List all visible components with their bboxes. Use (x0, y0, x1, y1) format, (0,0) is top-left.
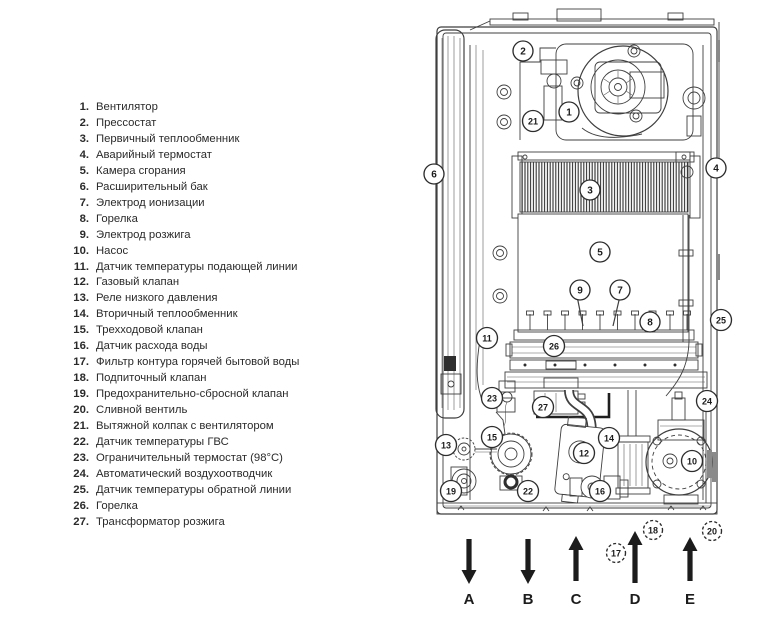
callout-number: 23 (486, 393, 498, 404)
legend-item-number: 15. (73, 324, 89, 337)
legend-item-number: 23. (73, 451, 89, 464)
legend-item-number: 10. (73, 244, 89, 257)
legend-item-label: Горелка (96, 499, 138, 512)
legend-item (64, 419, 299, 435)
legend-item-number: 13. (73, 292, 89, 305)
parts-legend (64, 100, 299, 531)
legend-item-number: 7. (79, 196, 89, 209)
legend-item-number: 19. (73, 388, 89, 401)
legend-item (64, 339, 299, 355)
flow-arrow-up-icon (628, 531, 643, 583)
flow-arrow-down-icon (462, 539, 477, 584)
legend-item-number: 5. (79, 164, 89, 177)
boiler-diagram (420, 8, 740, 616)
flow-arrow-down-icon (521, 539, 536, 584)
flow-letter: A (463, 591, 475, 608)
callout-number: 22 (522, 486, 534, 497)
combustion-chamber-drawing (518, 214, 693, 342)
legend-item (64, 164, 299, 180)
legend-item-number: 26. (73, 499, 89, 512)
legend-item (64, 499, 299, 515)
legend-item-number: 17. (73, 356, 89, 369)
callout-number: 14 (603, 433, 615, 444)
callout-number: 9 (577, 285, 583, 297)
legend-item (64, 228, 299, 244)
legend-item (64, 483, 299, 499)
callout-number: 7 (617, 285, 623, 297)
flow-letter: E (684, 591, 696, 608)
legend-item-number: 12. (73, 276, 89, 289)
fan-drawing (520, 44, 705, 140)
callout-number: 11 (482, 333, 492, 344)
legend-item (64, 275, 299, 291)
callout-number: 4 (713, 163, 719, 175)
legend-item-label: Трехходовой клапан (96, 324, 203, 337)
legend-item-label: Расширительный бак (96, 180, 208, 193)
legend-item-label: Газовый клапан (96, 276, 180, 289)
callout-number: 5 (597, 247, 603, 259)
callout-number: 16 (594, 486, 606, 497)
callout-number: 21 (527, 116, 539, 127)
callout-number: 12 (578, 448, 590, 459)
callout-number: 3 (587, 185, 593, 197)
legend-item-label: Датчик температуры обратной линии (96, 483, 292, 496)
callout-number: 10 (686, 456, 698, 467)
legend-item (64, 387, 299, 403)
legend-item (64, 132, 299, 148)
flow-letter: B (522, 591, 534, 608)
legend-item (64, 291, 299, 307)
callout-number: 24 (701, 396, 713, 407)
legend-item-label: Аварийный термостат (96, 148, 212, 161)
callout-number: 17 (610, 548, 622, 559)
callout-number: 15 (486, 432, 498, 443)
primary-heat-exchanger-drawing (512, 152, 700, 218)
base-plate-drawing (437, 503, 717, 514)
legend-item-label: Подпиточный клапан (96, 372, 207, 385)
legend-item (64, 355, 299, 371)
callout-number: 20 (706, 526, 718, 537)
legend-item-label: Вентилятор (96, 101, 158, 113)
flow-letter: D (629, 591, 641, 608)
legend-item-number: 4. (79, 148, 89, 161)
legend-item-label: Автоматический воздухоотводчик (96, 467, 273, 480)
legend-item-label: Вытяжной колпак с вентилятором (96, 420, 274, 433)
legend-item-number: 8. (79, 212, 89, 225)
legend-item-number: 1. (79, 101, 89, 113)
legend-item-number: 24. (73, 467, 89, 480)
legend-item-number: 14. (73, 308, 89, 321)
legend-item-number: 9. (79, 228, 89, 241)
legend-item (64, 371, 299, 387)
legend-item (64, 435, 299, 451)
flow-arrow-up-icon (569, 536, 584, 581)
legend-item-number: 22. (73, 436, 89, 449)
legend-item-number: 16. (73, 340, 89, 353)
callout-number: 26 (548, 341, 560, 352)
legend-item (64, 244, 299, 260)
legend-item (64, 307, 299, 323)
legend-item-label: Датчик температуры ГВС (96, 436, 229, 449)
legend-item-label: Сливной вентиль (96, 404, 188, 417)
legend-item (64, 515, 299, 531)
flow-arrow-group (462, 531, 698, 608)
callout-number: 27 (537, 402, 549, 413)
callout-number: 8 (647, 317, 653, 329)
legend-item (64, 212, 299, 228)
callout-number: 18 (647, 525, 659, 536)
legend-item-label: Датчик расхода воды (96, 340, 208, 353)
legend-item-number: 25. (73, 483, 89, 496)
legend-item-number: 11. (73, 260, 89, 273)
legend-item-label: Фильтр контура горячей бытовой воды (96, 356, 300, 369)
callout-number: 25 (715, 315, 727, 326)
legend-item (64, 323, 299, 339)
legend-item-label: Трансформатор розжига (96, 515, 225, 528)
legend-item-label: Электрод розжига (96, 228, 191, 241)
legend-item-number: 6. (79, 180, 89, 193)
flow-arrow-up-icon (683, 537, 698, 581)
callout-number: 13 (440, 440, 452, 451)
legend-item (64, 100, 299, 116)
legend-item-number: 27. (73, 515, 89, 528)
legend-item (64, 196, 299, 212)
callout-number: 6 (431, 169, 437, 181)
legend-item-number: 3. (79, 132, 89, 145)
legend-item (64, 467, 299, 483)
legend-item-label: Вторичный теплообменник (96, 308, 238, 321)
expansion-tank-drawing (436, 30, 464, 418)
callout-number: 1 (566, 107, 572, 119)
legend-item-label: Горелка (96, 212, 138, 225)
legend-item-label: Первичный теплообменник (96, 132, 240, 145)
legend-item-label: Ограничительный термостат (98°C) (96, 451, 283, 464)
legend-item-label: Предохранительно-сбросной клапан (96, 388, 289, 401)
legend-item (64, 148, 299, 164)
legend-item-number: 20. (73, 404, 89, 417)
legend-item-label: Прессостат (96, 116, 157, 129)
legend-item-number: 18. (73, 372, 89, 385)
legend-item (64, 260, 299, 276)
flow-letter: C (570, 591, 582, 608)
legend-item-label: Датчик температуры подающей линии (96, 260, 298, 273)
legend-item-label: Электрод ионизации (96, 196, 205, 209)
legend-item-label: Насос (96, 244, 129, 257)
legend-item (64, 403, 299, 419)
legend-item-number: 2. (79, 116, 89, 129)
legend-item-label: Камера сгорания (96, 164, 186, 177)
legend-item-label: Реле низкого давления (96, 292, 218, 305)
legend-item-number: 21. (73, 420, 89, 433)
legend-item (64, 116, 299, 132)
legend-item (64, 451, 299, 467)
callout-number: 2 (520, 46, 526, 58)
legend-item (64, 180, 299, 196)
callout-number: 19 (445, 486, 457, 497)
